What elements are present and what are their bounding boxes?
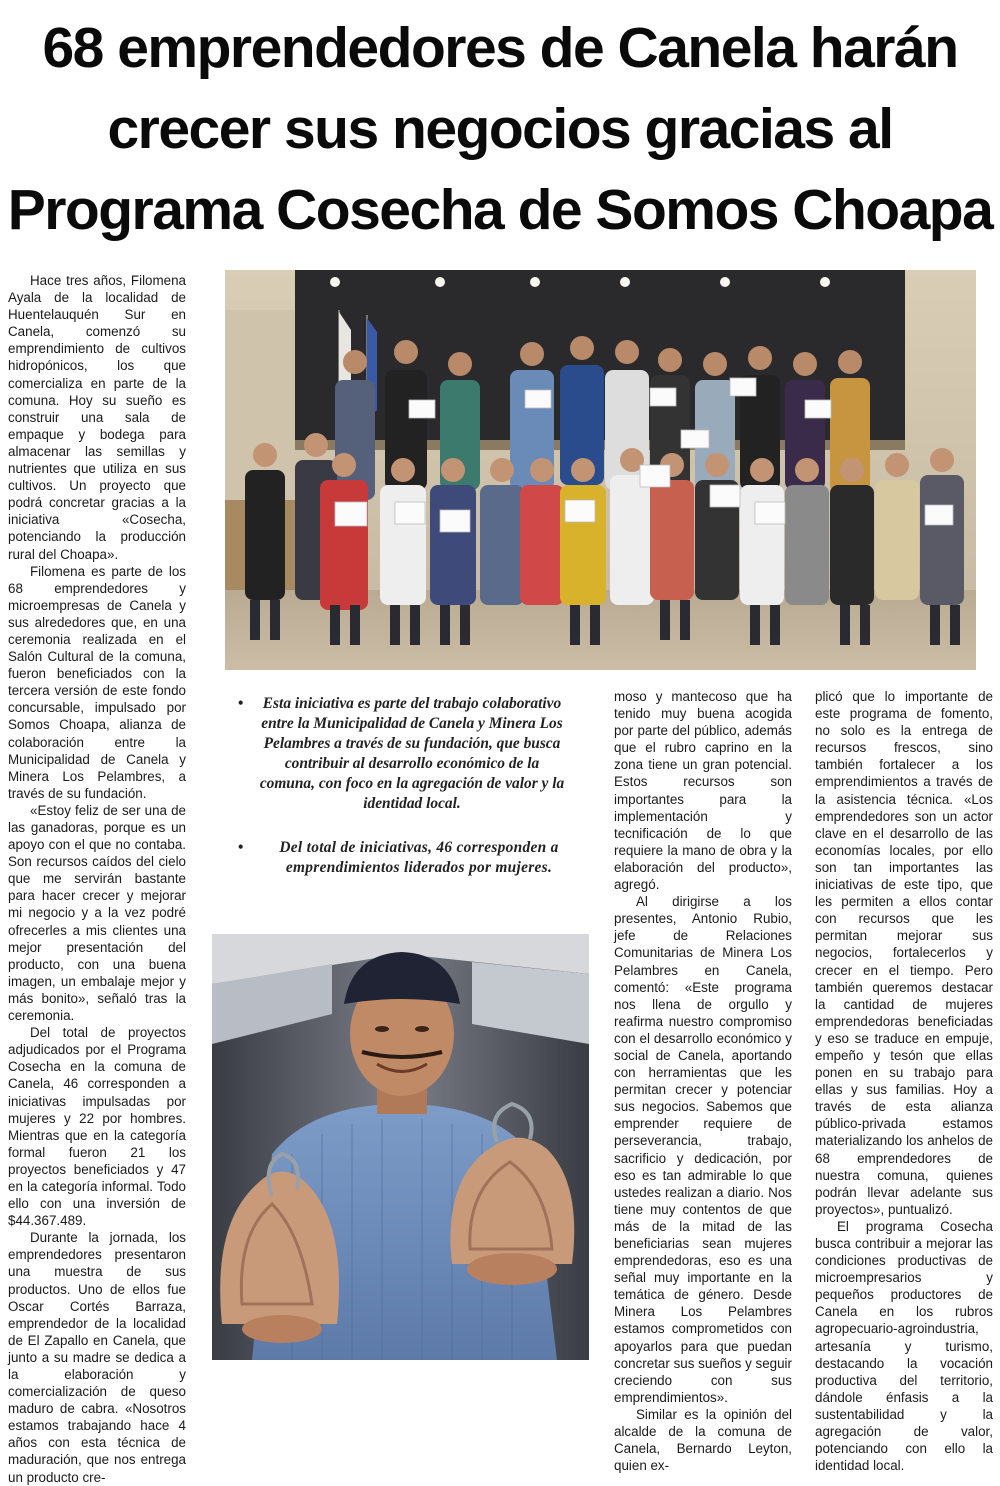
bullet-icon: • [238,695,244,712]
paragraph: plicó que lo importante de este programa de fomento, no solo es la entrega de recursos frescos, sino también fortalecer a los emprendimientos a través de la asistencia técnica. «Los emprendedores son un actor clave en el desarrollo de las economías locales, por ello son tan importantes las iniciativas de este tipo, que les permiten a ellos contar con recursos que les permitan mejorar sus negocios, fortalecerlos y crecer en el tiempo. Pero también queremos destacar la cantidad de mujeres emprendedoras beneficiadas y eso se traduce en empuje, empeño y tesón que ellas ponen en su trabajo para ellas y sus familias. Hoy a través de esta alianza público-privada estamos materializando los anhelos de 68 emprendedores de nuestra comuna, quienes podrán llevar adelante sus proyectos», puntualizó. [815,689,993,1217]
paragraph: Al dirigirse a los presentes, Antonio Rubio, jefe de Relaciones Comunitarias de Minera Los Pelambres en Canela, comentó: «Este programa nos llena de orgullo y reafirma nuestro compromiso con el desarrollo económico y social de Canela, aportando con herramientas que les permitan crecer y potenciar sus negocios. Sabemos que emprender requiere de perseverancia, trabajo, sacrificio y dedicación, por eso es tan admirable lo que ustedes realizan a diario. Nos tiene muy contentos de que más de la mitad de las beneficiarias sean mujeres emprendedoras, eso es una señal muy importante en la temática de género. Desde Minera Los Pelambres estamos comprometidos con apoyarlos para que puedan concretar sus sueños y seguir creciendo con sus emprendimientos». [614,894,792,1405]
article-column-3 [614,688,792,1474]
pull-quotes [238,694,568,878]
bullet-icon: • [238,839,244,856]
paragraph: «Estoy feliz de ser una de las ganadoras, porque es un apoyo con el que no contaba. Son recursos caídos del cielo que me servirán bastante para hacer crecer y mejorar mi negocio y a la vez podré ofrecerles a mis clientes una mejor presentación del producto, con una buena imagen, un embalaje mejor y más bonito», señaló tras la ceremonia. [8,802,186,1024]
headline-line-3: Programa Cosecha de Somos Choapa [7,178,993,242]
group-photo [225,270,976,670]
headline-line-1: 68 emprendedores de Canela harán [42,16,958,80]
paragraph: Similar es la opinión del alcalde de la comuna de Canela, Bernardo Leyton, quien ex- [614,1406,792,1474]
paragraph: Durante la jornada, los emprendedores presentaron una muestra de sus productos. Uno de ellos fue Oscar Cortés Barraza, emprendedor de la localidad de El Zapallo en Canela, que junto a su madre se dedica a la elaboración y comercialización de queso maduro de cabra. «Nosotros estamos trabajando hace 4 años con esta técnica de maduración, que nos entrega un producto cre- [8,1230,186,1485]
pull-quote-text: Esta iniciativa es parte del trabajo colaborativo entre la Municipalidad de Canela y Minera Los Pelambres a través de su fundación, que busca contribuir al desarrollo económico de la comuna, con foco en la agregación de valor y la identidad local. [259,695,565,812]
pull-quote [238,694,568,814]
paragraph: Filomena es parte de los 68 emprendedores y microempresas de Canela y sus alrededores que, en una ceremonia realizada en el Salón Cultural de la comuna, fueron beneficiados con la tercera versión de este fondo concursable, impulsado por Somos Choapa, alianza de colaboración entre la Municipalidad de Canela y Minera Los Pelambres, a través de su fundación. [8,563,186,801]
headline [0,8,1000,251]
paragraph: moso y mantecoso que ha tenido muy buena acogida por parte del público, además que el rubro caprino en la zona tiene un gran potencial. Estos recursos son importantes para la implementación y tecnificación de lo que requiere la mano de obra y la elaboración del producto», agregó. [614,689,792,893]
article-column-4 [815,688,993,1474]
pull-quote-text: Del total de iniciativas, 46 corresponden a emprendimientos liderados por mujeres. [279,839,559,876]
article-column-1 [8,272,186,1485]
headline-line-2: crecer sus negocios gracias al [107,97,893,161]
pull-quote [238,838,568,878]
paragraph: Del total de proyectos adjudicados por el Programa Cosecha en la comuna de Canela, 46 corresponden a iniciativas impulsadas por mujeres y 22 por hombres. Mientras que en la categoría formal fueron 21 los proyectos beneficiados y 47 en la categoría informal. Todo ello con una inversión de $44.367.489. [8,1025,186,1229]
paragraph: El programa Cosecha busca contribuir a mejorar las condiciones productivas de microempresarios y pequeños productores de Canela en los rubros agropecuario-agroindustria, artesanía y turismo, destacando la vocación productiva del territorio, dándole énfasis a la sustentabilidad y la agregación de valor, potenciando con ello la identidad local. [815,1218,993,1474]
portrait-photo [212,934,589,1360]
paragraph: Hace tres años, Filomena Ayala de la localidad de Huentelauquén Sur en Canela, comenzó su emprendimiento de cultivos hidropónicos, los que comercializa en parte de la comuna. Hoy su sueño es construir una sala de empaque y bodega para almacenar las semillas y nutrientes que utiliza en sus cultivos. Un proyecto que podrá concretar gracias a la iniciativa «Cosecha, potenciando la producción rural del Choapa». [8,273,186,562]
